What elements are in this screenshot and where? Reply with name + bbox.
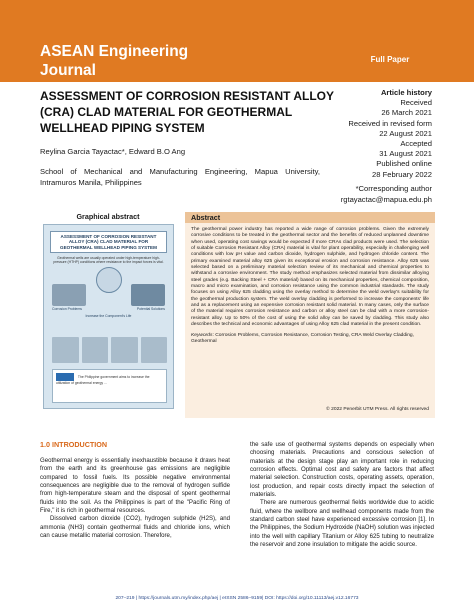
- abstract-body: The geothermal power industry has reported a wide range of corrosion problems. Given the extremely corrosive conditions to be treated in the geothermal sector and the benefits of reduced unplanned downtime when used, operating cost savings would be expected if more CRAs clad products were used. The selection of suitable Corrosion Resistant Alloy (CRA) material is vital for plant operability, especially in challenging well conditions with low pH value and carbon dioxide, hydrogen sulphide, and hydrogen chloride content. The primary examined material alloy 625 given its exceptional erosion and corrosion resistance. Alloy 625 was selected based on a preliminary material selection review of its mechanical and chemical properties to withstand a corrosive environment. The study method emphasizes selected material from dissimilar alloying steel grades (e.g. Backing Steel + CRA material) based on its mechanical properties, chemical composition, macro and micro examination, and corrosion resistance using the common industrial standards. The study focuses on using Alloy 625 cladding using the overlay method to determine the weld overlay's suitability for the geothermal production system. The weld overlay cladding is performed to increase the components' life and as a replacement using an expensive corrosion resistant solid material. In many cases, only the surface of the material requires corrosion resistance and carbon or alloy steel can be clad with a more corrosion-resistant alloy. Up to 50% of the cost of using the solid alloy can be saved by cladding. This study also describes the technical and economic advantages of using Alloy 625 clad material in the present condition.: [191, 227, 429, 328]
- intro-paragraph-4: There are numerous geothermal fields worldwide due to acidic fluid, where the wellbore and wellhead components made from the standard carbon steel have experienced excessive corrosion [1]. In the Philippines, the Sodium Hydroxide (NaOH) solution was injected into the well with capillary Titanium or Alloy 625 tubing to neutralize the reservoir and zone insulation to mitigate the acidic source.: [250, 499, 434, 549]
- ga-photo-4: [141, 337, 168, 363]
- intro-paragraph-1: Geothermal energy is essentially inexhaustible because it draws heat from the earth and its greenhouse gas emissions are negligible compared to fossil fuels. Its possible negative environmental consequences are negligible due to the removal of hydrogen sulfide from high-temperature steam and the disposal of spent geothermal fluids into the soil. As the Philippines is part of the "Pacific Ring of Fire," it is rich in geothermal resources.: [40, 457, 230, 515]
- abstract-panel: [185, 212, 435, 418]
- graphical-abstract-title: Graphical abstract: [76, 212, 140, 221]
- intro-paragraph-2: Dissolved carbon dioxide (CO2), hydrogen sulphide (H2S), and ammonia (NH3) contain geothermal fluids and chloride ions, which can cause metallic material corrosion. Therefore,: [40, 515, 230, 540]
- potential-solutions-image: [131, 284, 165, 306]
- accepted-label: Accepted: [400, 139, 432, 149]
- ga-photo-strip: [52, 337, 167, 363]
- corrosion-problems-image: [52, 284, 86, 306]
- ga-photo-2: [82, 337, 109, 363]
- history-title: Article history: [380, 88, 432, 97]
- geothermal-well-icon: [96, 267, 122, 293]
- ga-photo-3: [111, 337, 138, 363]
- journal-title: ASEAN Engineering Journal: [40, 43, 189, 79]
- corresponding-label: *Corresponding author: [355, 184, 432, 193]
- abstract-title: Abstract: [185, 212, 435, 223]
- intro-right-column: [250, 441, 434, 549]
- intro-paragraph-3: the safe use of geothermal systems depends on especially when choosing materials. Precautions and conscious selection of materials at the design stage play an important role in reducing corrosion effects. Optimal cost and safety are factors that affect material selection. Construction costs, operating assets, operation, lost production, and repair costs directly impact the selection of materials.: [250, 441, 434, 499]
- ga-caption-mid-row: [52, 314, 165, 318]
- revised-label: Received in revised form: [348, 118, 432, 128]
- article-authors: Reylina Garcia Tayactac*, Edward B.O Ang: [40, 147, 186, 156]
- ga-intro-text: Geothermal wells are usually operated under high-temperature high-pressure (HTHP) conditions where resistance to the impact forces is vital.: [53, 256, 164, 265]
- ga-caption-mid: Increase the Component's Life: [85, 314, 132, 319]
- introduction-heading: 1.0 INTRODUCTION: [40, 440, 108, 449]
- published-label: Published online: [376, 159, 432, 169]
- copyright-notice: © 2022 Penerbit UTM Press. All rights reserved: [326, 407, 429, 412]
- accepted-date: 31 August 2021: [379, 149, 432, 159]
- ga-heading: ASSESSMENT OF CORROSION RESISTANT ALLOY (CRA) CLAD MATERIAL FOR GEOTHERMAL WELLHEAD PIPING SYSTEM: [50, 231, 167, 253]
- ga-photo-1: [52, 337, 79, 363]
- ga-caption-right: Potential Solutions: [136, 307, 165, 312]
- keywords-text: : Corrosion Problems, Corrosion Resistance, Corrosion Testing, CRA Weld Overlay Cladding, Geothermal: [191, 332, 414, 344]
- corresponding-email[interactable]: rgtayactac@mapua.edu.ph: [340, 194, 432, 204]
- article-title: ASSESSMENT OF CORROSION RESISTANT ALLOY (CRA) CLAD MATERIAL FOR GEOTHERMAL WELLHEAD PIPING SYSTEM: [40, 89, 334, 135]
- received-label: Received: [400, 98, 432, 108]
- revised-date: 22 August 2021: [379, 128, 432, 138]
- paper-type-label: Full Paper: [370, 55, 410, 64]
- published-date: 28 February 2022: [372, 169, 432, 179]
- article-history: [340, 88, 432, 180]
- author-affiliation: School of Mechanical and Manufacturing Engineering, Mapua University, Intramuros Manila, Philippines: [40, 167, 320, 187]
- graphical-abstract-figure: [43, 224, 174, 409]
- journal-header: [0, 0, 474, 82]
- corresponding-author: [300, 184, 432, 205]
- clad-logo-icon: [56, 373, 74, 381]
- abstract-keywords: [185, 329, 435, 346]
- ga-logos-text: The Philippine government aims to increase the utilization of geothermal energy ...: [56, 374, 150, 385]
- keywords-label: Keywords: [191, 332, 213, 338]
- ga-caption-left: Corrosion Problems: [52, 307, 82, 312]
- page-footer: 207–219 | https://journals.utm.my/index.php/aej | eISSN 2586–9159| DOI: https://doi.org/10.11113/aej.v12.16773: [115, 596, 359, 601]
- intro-left-column: [40, 457, 230, 540]
- ga-captions: [52, 307, 165, 311]
- ga-logo-panel: [52, 369, 167, 403]
- received-date: 26 March 2021: [381, 108, 432, 118]
